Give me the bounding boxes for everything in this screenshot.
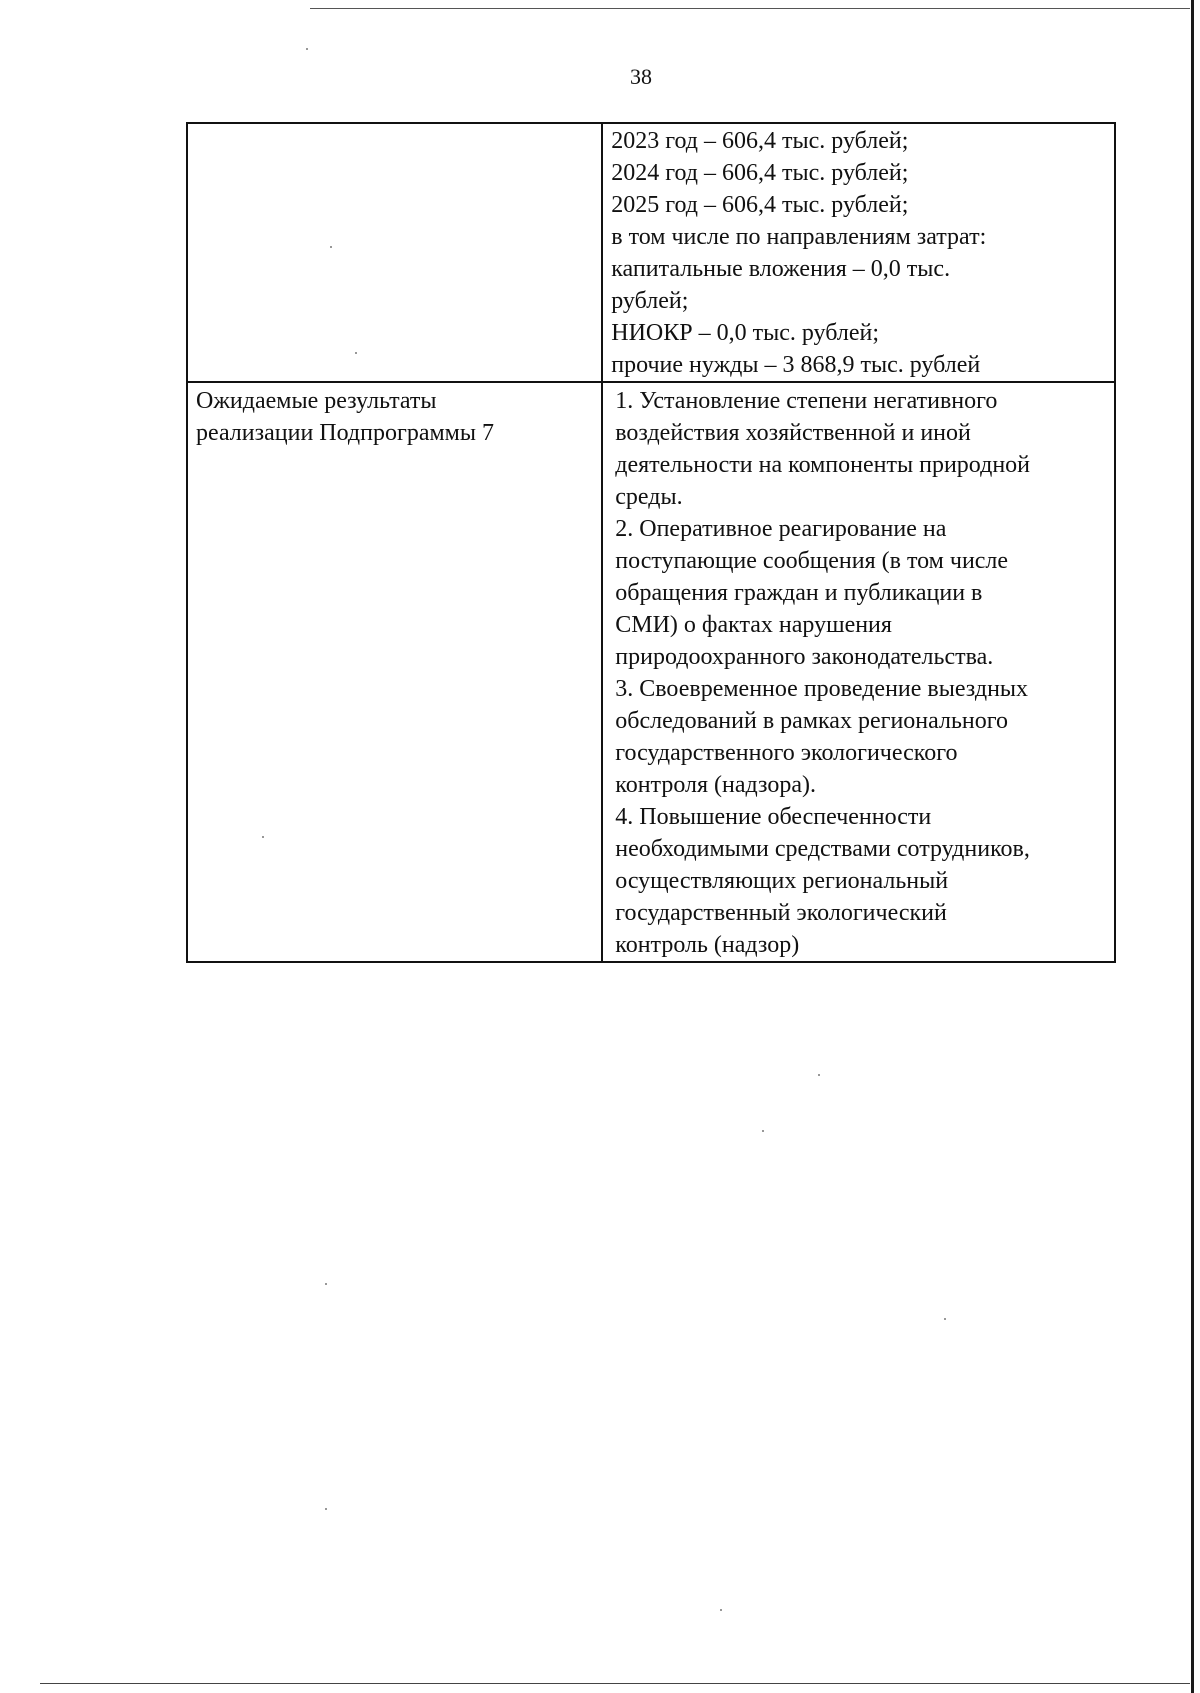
funding-right-cell — [602, 123, 1115, 382]
scan-bottom-edge — [40, 1683, 1190, 1684]
results-line: контроля (надзора). — [615, 772, 816, 798]
results-right-cell — [602, 382, 1115, 962]
scan-speck — [720, 1609, 722, 1611]
funding-line: 2023 год – 606,4 тыс. рублей; — [611, 128, 909, 154]
funding-line: 2024 год – 606,4 тыс. рублей; — [611, 160, 909, 186]
results-line: среды. — [615, 484, 683, 510]
results-line: деятельности на компоненты природной — [615, 452, 1030, 478]
results-line: 3. Своевременное проведение выездных — [615, 676, 1029, 702]
scan-speck — [818, 1074, 820, 1076]
scan-speck — [330, 246, 332, 248]
scan-speck — [355, 352, 357, 354]
results-line: 2. Оперативное реагирование на — [615, 516, 947, 542]
results-line: воздействия хозяйственной и иной — [615, 420, 971, 446]
table-row-funding — [187, 123, 1115, 382]
results-line: осуществляющих региональный — [615, 868, 949, 894]
results-line: 4. Повышение обеспеченности — [615, 804, 932, 830]
results-line: природоохранного законодательства. — [615, 644, 994, 670]
scan-speck — [944, 1318, 946, 1320]
results-left-cell — [187, 382, 602, 962]
scan-speck — [262, 836, 264, 838]
scan-speck — [325, 1283, 327, 1285]
results-line: СМИ) о фактах нарушения — [615, 612, 892, 638]
funding-left-cell — [187, 123, 602, 382]
scan-speck — [762, 1130, 764, 1132]
results-line: контроль (надзор) — [615, 932, 800, 958]
scan-speck — [306, 48, 308, 50]
table-row-results — [187, 382, 1115, 962]
funding-line: капитальные вложения – 0,0 тыс. — [611, 256, 951, 282]
funding-line: прочие нужды – 3 868,9 тыс. рублей — [611, 352, 981, 378]
funding-line: рублей; — [611, 288, 689, 314]
results-line: обращения граждан и публикации в — [615, 580, 983, 606]
results-line: государственного экологического — [615, 740, 958, 766]
results-line: 1. Установление степени негативного — [615, 388, 998, 414]
scan-top-edge — [310, 8, 1190, 9]
results-line: поступающие сообщения (в том числе — [615, 548, 1009, 574]
funding-line: в том числе по направлениям затрат: — [611, 224, 987, 250]
program-passport-table — [186, 122, 1116, 963]
results-line: обследований в рамках регионального — [615, 708, 1009, 734]
funding-line: 2025 год – 606,4 тыс. рублей; — [611, 192, 909, 218]
results-line: государственный экологический — [615, 900, 947, 926]
scan-right-edge — [1191, 0, 1194, 1693]
funding-line: НИОКР – 0,0 тыс. рублей; — [611, 320, 879, 346]
page-number: 38 — [630, 64, 652, 89]
results-line: необходимыми средствами сотрудников, — [615, 836, 1030, 862]
scan-speck — [325, 1508, 327, 1510]
results-heading-line: реализации Подпрограммы 7 — [196, 420, 494, 446]
results-heading-line: Ожидаемые результаты — [196, 388, 437, 414]
